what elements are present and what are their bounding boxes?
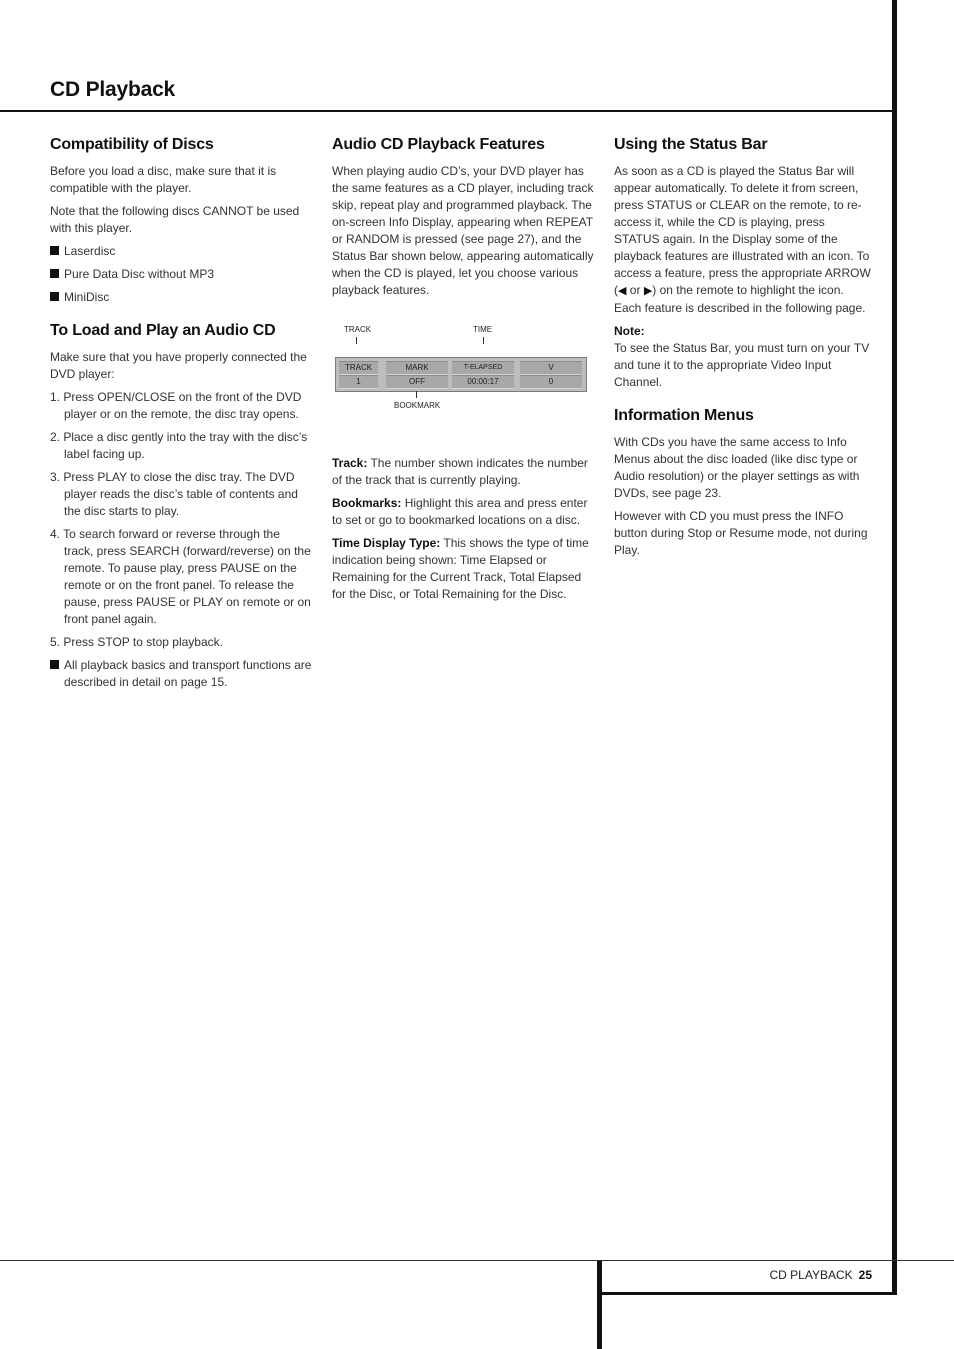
note-label-line: [614, 323, 872, 340]
square-bullet-icon: [50, 292, 59, 301]
load-step-4: 4. To search forward or reverse through the track, press SEARCH (forward/reverse) on the remote. To pause play, press PAUSE on the remote or on the front panel. To release the pause, press PAUSE or PLAY on remote or on front panel again.: [50, 527, 311, 626]
left-arrow-icon: ◀: [618, 285, 627, 297]
status-cell-time-head: T-ELAPSED: [452, 361, 514, 375]
column-2: [332, 136, 594, 609]
load-step-3: 3. Press PLAY to close the disc tray. The DVD player reads the disc’s table of contents and the disc starts to play.: [50, 470, 298, 518]
status-bar-heading: Using the Status Bar: [614, 136, 768, 153]
list-item-label: Laserdisc: [64, 244, 116, 258]
status-text-a: As soon as a CD is played the Status Bar will appear automatically. To delete it from screen, press STATUS or CLEAR on the remote, to re-access it, while the CD is playing, press STATUS again. In the Display some of the playback features are illustrated with an icon. To access a feature, press the appropriate ARROW (: [614, 164, 871, 297]
square-bullet-icon: [50, 269, 59, 278]
status-cell-track-value: 1: [339, 375, 378, 389]
time-type-text: This shows the type of time indication being shown: Time Elapsed or Remaining for the Current Track, Total Elapsed for the Disc, or Total Remaining for the Disc.: [332, 536, 589, 601]
list-item-label: MiniDisc: [64, 290, 110, 304]
list-item: [50, 243, 312, 260]
list-item: [50, 289, 312, 306]
page-number: 25: [858, 1268, 872, 1282]
status-bar-diagram: [332, 325, 594, 425]
column-3: [614, 136, 872, 565]
status-bar-paragraph: [614, 163, 872, 317]
status-text-b: ) on the remote to highlight the icon. Each feature is described in the following page.: [614, 283, 866, 315]
bookmarks-text: Highlight this area and press enter to set or go to bookmarked locations on a disc.: [332, 496, 588, 527]
note-label: Note:: [614, 324, 645, 338]
load-step-1: 1. Press OPEN/CLOSE on the front of the DVD player or on the remote, the disc tray opens.: [50, 390, 302, 421]
footer: [600, 1268, 872, 1282]
features-intro: When playing audio CD’s, your DVD player has the same features as a CD player, including track skip, repeat play and programmed playback. The on-screen Info Display, appearing when REPEAT or RANDOM is pressed (see page 27), and the Status Bar shown below, appearing automatically when the CD is played, let you choose various playback features.: [332, 164, 594, 297]
time-type-term: Time Display Type:: [332, 536, 441, 550]
track-description: [332, 455, 594, 489]
page-title: CD Playback: [50, 78, 176, 101]
footer-rule: [0, 1260, 954, 1261]
column-1: [50, 136, 312, 697]
status-cell-mark-value: OFF: [386, 375, 448, 389]
diagram-pointer-track: [356, 337, 357, 344]
bookmarks-term: Bookmarks:: [332, 496, 402, 510]
diagram-label-track: TRACK: [344, 325, 372, 334]
features-heading: Audio CD Playback Features: [332, 136, 545, 153]
load-heading: To Load and Play an Audio CD: [50, 322, 276, 339]
load-intro: Make sure that you have properly connected the DVD player:: [50, 350, 307, 381]
footer-section: CD PLAYBACK: [769, 1268, 853, 1282]
compat-paragraph-2: Note that the following discs CANNOT be used with this player.: [50, 204, 300, 235]
status-bar: [335, 357, 587, 392]
status-text-or: or: [626, 283, 644, 297]
list-item: [50, 266, 312, 283]
square-bullet-icon: [50, 660, 59, 669]
status-cell-track-head: TRACK: [339, 361, 378, 375]
square-bullet-icon: [50, 246, 59, 255]
track-term: Track:: [332, 456, 368, 470]
load-note: [50, 657, 312, 691]
header-rule: [0, 110, 894, 112]
time-type-description: [332, 535, 594, 603]
track-text: The number shown indicates the number of the track that is currently playing.: [332, 456, 588, 487]
bookmarks-description: [332, 495, 594, 529]
right-arrow-icon: ▶: [643, 285, 653, 297]
diagram-pointer-time: [483, 337, 484, 344]
status-cell-mark-head: MARK: [386, 361, 448, 375]
diagram-label-time: TIME: [473, 325, 493, 334]
list-item-label: Pure Data Disc without MP3: [64, 267, 215, 281]
diagram-label-bookmark: BOOKMARK: [394, 401, 441, 410]
info-menus-heading: Information Menus: [614, 407, 754, 424]
status-cell-time-value: 00:00:17: [452, 375, 514, 389]
load-note-text: All playback basics and transport functions are described in detail on page 15.: [64, 658, 312, 689]
note-text: To see the Status Bar, you must turn on your TV and tune it to the appropriate Video Input Channel.: [614, 341, 870, 389]
footer-underline: [600, 1292, 897, 1295]
compat-paragraph-1: Before you load a disc, make sure that it is compatible with the player.: [50, 164, 277, 195]
status-cell-v-value: 0: [520, 375, 582, 389]
info-menus-paragraph-1: With CDs you have the same access to Info Menus about the disc loaded (like disc type or Audio resolution) or the player settings as with DVDs, see page 23.: [614, 435, 860, 500]
compat-heading: Compatibility of Discs: [50, 136, 214, 153]
load-step-2: 2. Place a disc gently into the tray with the disc’s label facing up.: [50, 430, 308, 461]
status-cell-v-head: V: [520, 361, 582, 375]
diagram-pointer-bookmark: [416, 391, 417, 398]
right-border-rule: [892, 0, 897, 1295]
load-step-5: 5. Press STOP to stop playback.: [50, 635, 223, 649]
info-menus-paragraph-2: However with CD you must press the INFO button during Stop or Resume mode, not during Play.: [614, 509, 868, 557]
